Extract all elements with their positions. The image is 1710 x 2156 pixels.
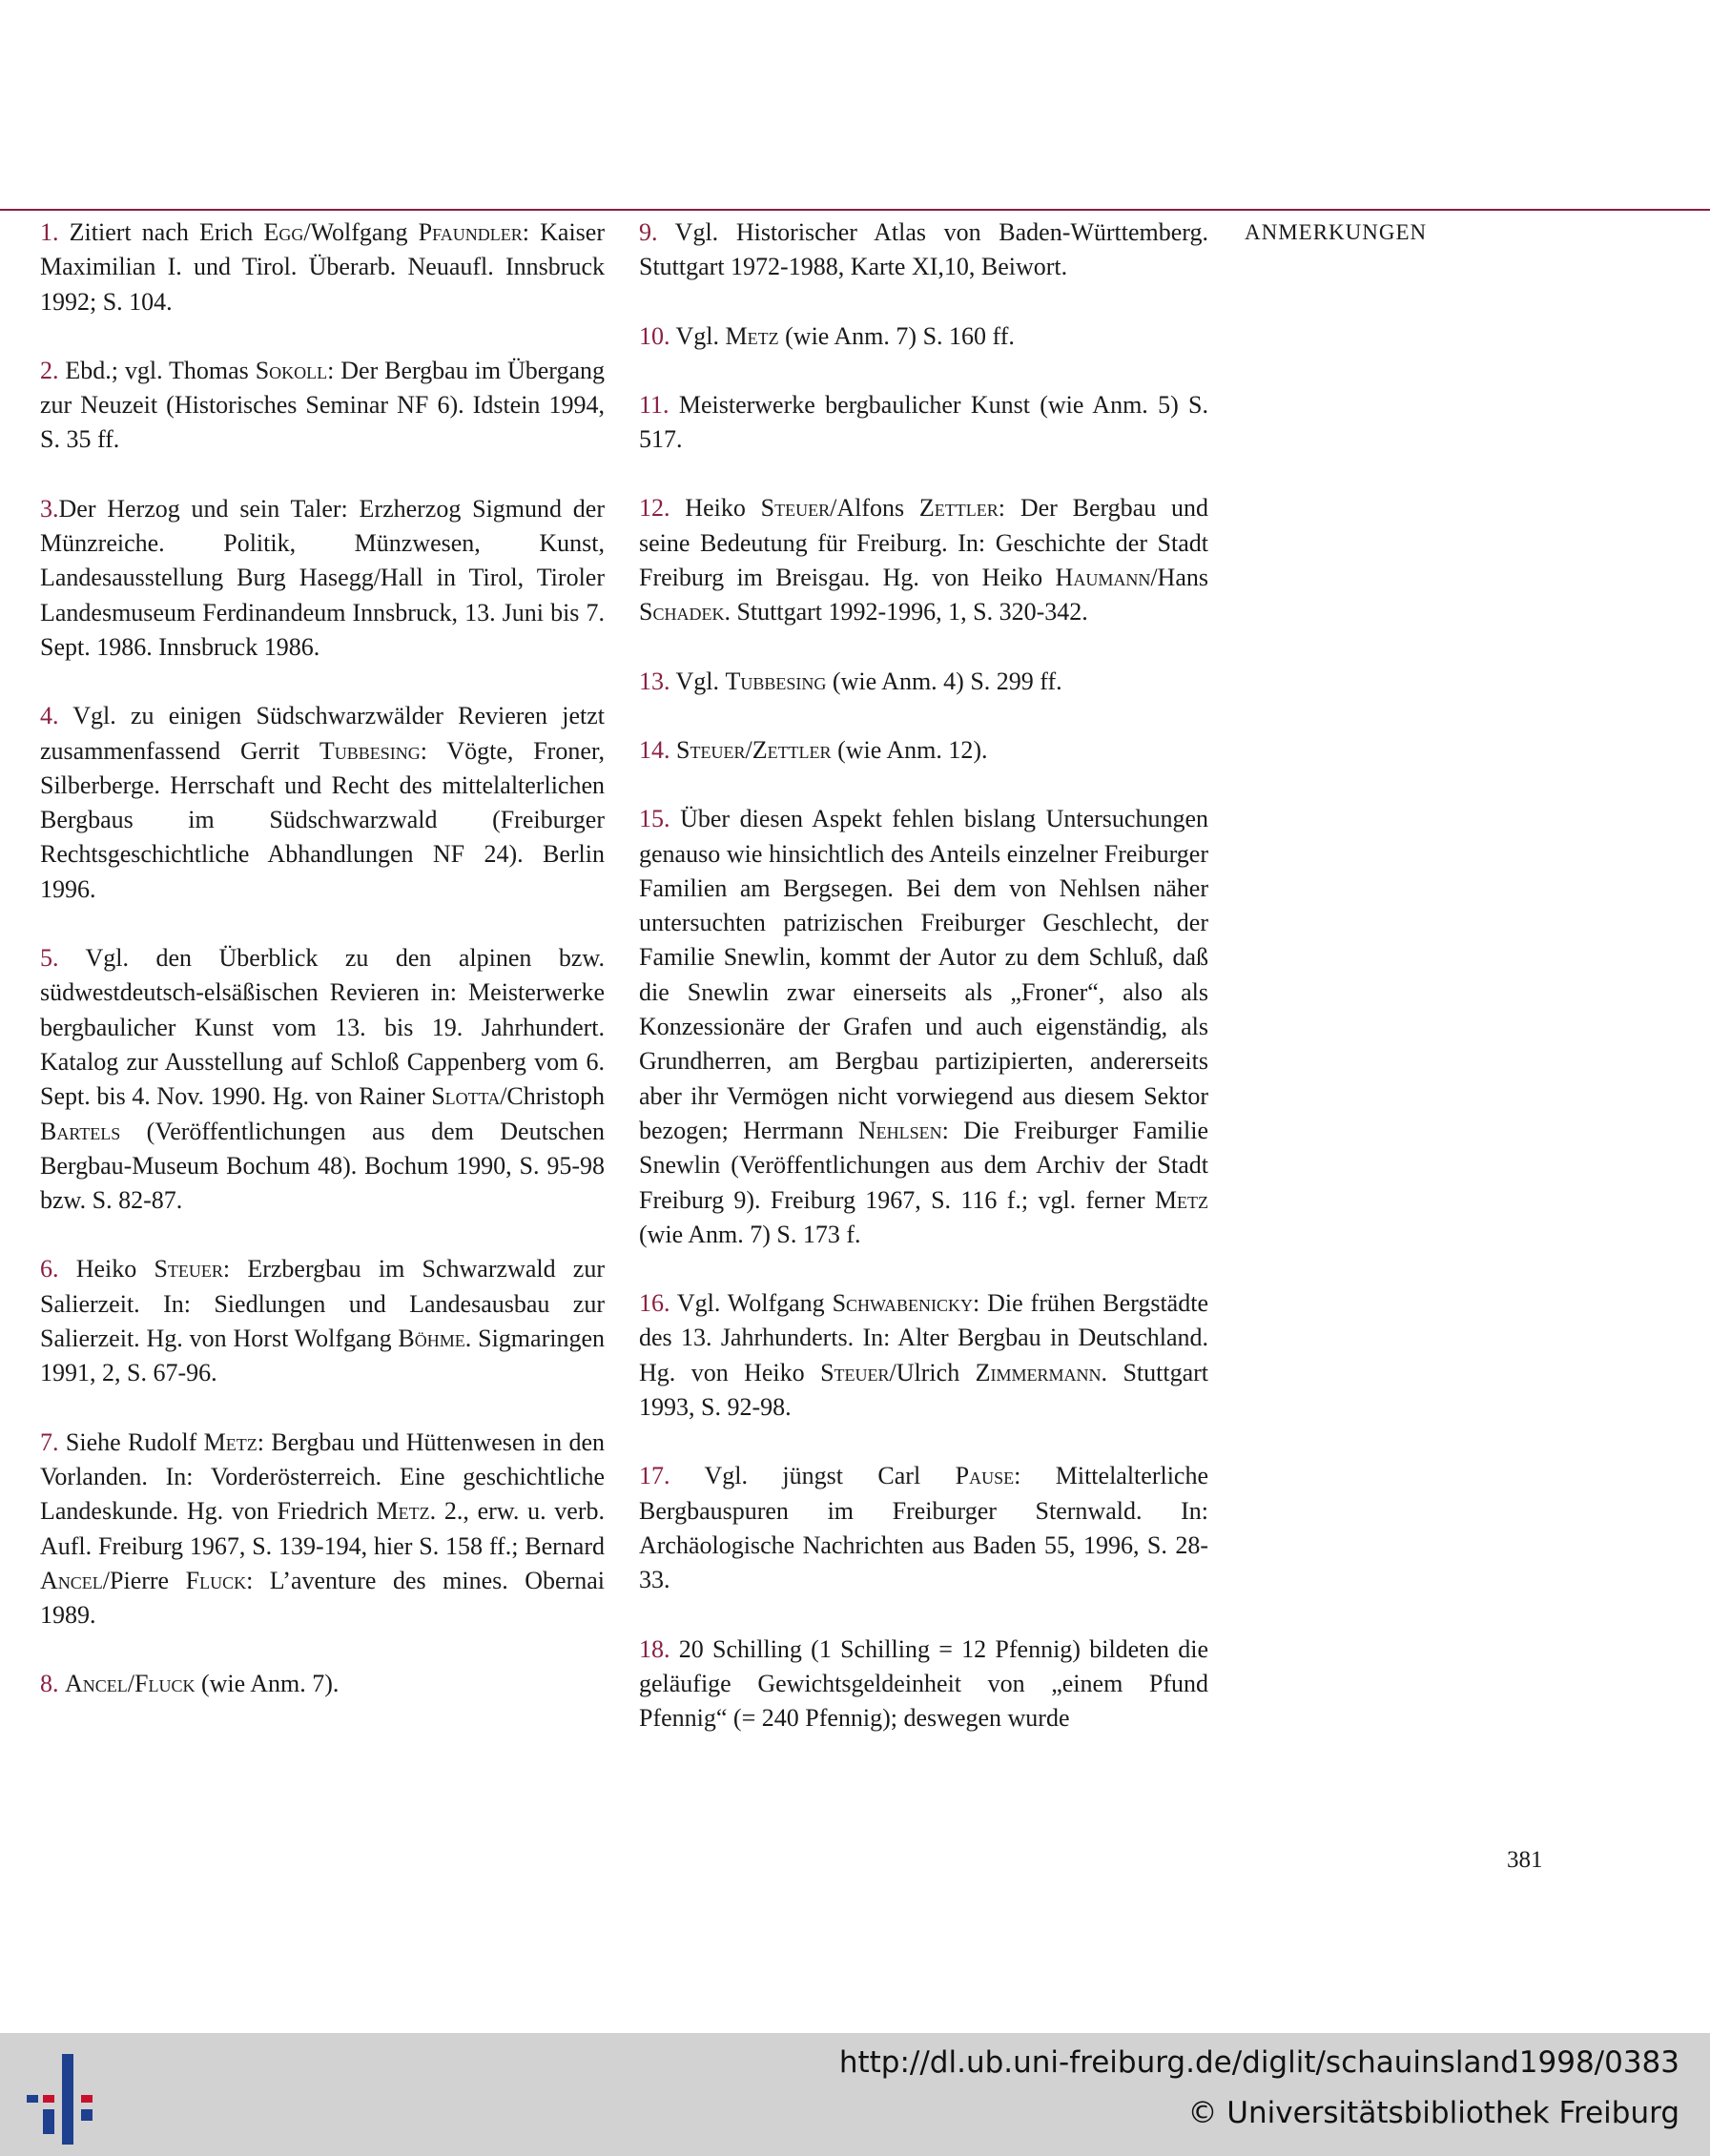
footnote-text: Vgl. Wolfgang [670, 1289, 833, 1318]
author-name: Schadek [639, 598, 725, 626]
footnote-text: : Der Bergbau im Übergang zur Neuzeit (Historisches Seminar NF 6). Idstein 1994, S. 35 ff. [40, 356, 605, 454]
author-name: Pause [955, 1462, 1015, 1490]
footnote [639, 665, 1208, 699]
author-name: Pfaundler [418, 218, 523, 246]
footnote-text: /Christoph [500, 1082, 605, 1111]
footnote-number: 6. [40, 1255, 59, 1283]
author-name: Haumann [1055, 564, 1151, 592]
footnote [40, 1426, 605, 1633]
footnote-text: / [127, 1670, 135, 1698]
footnote [639, 1286, 1208, 1425]
footnote [40, 216, 605, 319]
footnote [639, 1459, 1208, 1597]
author-name: Metz [203, 1427, 258, 1456]
footnote-text: Siehe Rudolf [58, 1427, 204, 1456]
footnote-text: . 2., erw. u. verb. Aufl. Freiburg 1967, S. 139-194, hier S. 158 ff.; Bernard [40, 1497, 606, 1560]
footnote [639, 216, 1208, 285]
footnote [639, 733, 1208, 768]
author-name: Steuer [820, 1358, 890, 1386]
footnote-text: (wie Anm. 12). [831, 735, 988, 764]
author-name: Steuer [154, 1255, 223, 1283]
footnote-text: Vgl. den Überblick zu den alpinen bzw. südwestdeutsch-elsäßischen Revieren in: Meisterwerke bergbaulicher Kunst vom 13. bis 19. Jahrhundert. Katalog zur Ausstellung auf Schloß Cappenberg vom 6. Sept. bis 4. Nov. 1990. Hg. von Rainer [40, 944, 605, 1111]
footnote-text: . Stuttgart 1993, S. 92-98. [639, 1358, 1208, 1422]
footnote-number: 11. [639, 390, 670, 419]
footnote-text: Vgl. zu einigen Südschwarzwälder Revieren jetzt zusammenfassend Gerrit [40, 702, 605, 765]
footnote-text: Meisterwerke bergbaulicher Kunst (wie Anm. 5) S. 517. [639, 390, 1208, 454]
footer-copyright: © Universitätsbibliothek Freiburg [1187, 2096, 1679, 2130]
footnote-number: 3. [40, 494, 59, 523]
footnote-number: 7. [40, 1427, 59, 1456]
footnote [639, 802, 1208, 1252]
notes-column-left [40, 216, 605, 1736]
footnote-number: 9. [639, 218, 658, 246]
footnote-text: /Ulrich [889, 1358, 976, 1386]
footnote-text: /Wolfgang [303, 218, 419, 246]
author-name: Metz [1154, 1185, 1208, 1214]
footnote-number: 2. [40, 356, 59, 384]
author-name: Bartels [40, 1117, 121, 1145]
footnote-number: 4. [40, 702, 59, 730]
footnote [40, 941, 605, 1218]
footnote [639, 1632, 1208, 1736]
footnote-text: Zitiert nach Erich [58, 218, 264, 246]
footnote-text: Vgl. [670, 667, 726, 695]
footer-url-link[interactable]: http://dl.ub.uni-freiburg.de/diglit/schauinsland1998/0383 [838, 2045, 1679, 2080]
footnote-number: 15. [639, 805, 670, 833]
footnote-text: (wie Anm. 4) S. 299 ff. [826, 667, 1062, 695]
footnote-text: Heiko [58, 1255, 155, 1283]
author-name: Böhme [398, 1324, 465, 1353]
footnote-text: : Mittelalterliche Bergbauspuren im Freiburger Sternwald. In: Archäologische Nachrichten aus Baden 55, 1996, S. 28-33. [639, 1462, 1209, 1594]
footnote [639, 491, 1208, 629]
footnote-number: 1. [40, 218, 59, 246]
author-name: Zettler [918, 494, 999, 523]
footnote-text: : Erzbergbau im Schwarzwald zur Salierzeit. In: Siedlungen und Landesausbau zur Salierzeit. Hg. von Horst Wolfgang [40, 1255, 605, 1353]
footnote-number: 16. [639, 1289, 670, 1318]
footnote-text: (wie Anm. 7) S. 160 ff. [778, 321, 1015, 350]
footnote-number: 14. [639, 735, 670, 764]
author-name: Tubbesing [725, 667, 827, 695]
author-name: Fluck [134, 1670, 196, 1698]
footnote-number: 8. [40, 1670, 59, 1698]
author-name: Schwabenicky [832, 1289, 974, 1318]
footnote [639, 388, 1208, 458]
author-name: Steuer [760, 494, 831, 523]
footer-bar [0, 2033, 1710, 2156]
page-number: 381 [1507, 1847, 1543, 1873]
footnote-text: Ebd.; vgl. Thomas [58, 356, 256, 384]
footnote-text: : Bergbau und Hüttenwesen in den Vorlanden. In: Vorderösterreich. Eine geschichtliche Landeskunde. Hg. von Friedrich [40, 1427, 605, 1526]
top-rule [0, 209, 1710, 211]
author-name: Sokoll [255, 356, 328, 384]
footnote-number: 18. [639, 1634, 670, 1663]
footnote [40, 699, 605, 907]
footnote-text: Der Herzog und sein Taler: Erzherzog Sigmund der Münzreiche. Politik, Münzwesen, Kunst, Landesausstellung Burg Hasegg/Hall in Tirol, Tiroler Landesmuseum Ferdinandeum Innsbruck, 13. Juni bis 7. Sept. 1986. Innsbruck 1986. [40, 494, 605, 661]
footnote-number: 5. [40, 944, 59, 973]
footnote-text: (wie Anm. 7) S. 173 f. [639, 1220, 861, 1248]
footnote-text: : Kaiser Maximilian I. und Tirol. Überarb. Neuaufl. Innsbruck 1992; S. 104. [40, 218, 605, 316]
author-name: Zimmermann [975, 1358, 1102, 1386]
author-name: Steuer [676, 735, 746, 764]
author-name: Nehlsen [857, 1116, 942, 1144]
footnote-text: /Hans [1150, 564, 1208, 592]
footnote-text: /Alfons [830, 494, 919, 523]
footnote-number: 12. [639, 494, 670, 523]
footnote-text: Über diesen Aspekt fehlen bislang Untersuchungen genauso wie hinsichtlich des Anteils einzelner Freiburger Familien am Bergsegen. Bei dem von Nehlsen näher untersuchten patrizischen Freiburger Geschlecht, der Familie Snewlin, kommt der Autor zu dem Schluß, daß die Snewlin zwar einerseits als „Froner“, also als Konzessionäre der Grafen und auch eigenständig, als Grundherren, am Bergbau partizipierten, andererseits aber ihr Vermögen nicht vorwiegend aus diesem Sektor bezogen; Herrmann [639, 805, 1208, 1144]
footnote-number: 10. [639, 321, 670, 350]
footnote-text: / [745, 735, 752, 764]
author-name: Egg [263, 218, 304, 246]
author-name: Fluck [185, 1566, 247, 1594]
footnote-number: 17. [639, 1462, 670, 1490]
author-name: Tubbesing [319, 736, 421, 765]
footnote-number: 13. [639, 667, 670, 695]
author-name: Ancel [65, 1670, 128, 1698]
author-name: Zettler [752, 735, 832, 764]
footnote-text: : Vögte, Froner, Silberberge. Herrschaft und Recht des mittelalterlichen Bergbaus im Südschwarzwald (Freiburger Rechtsgeschichtliche Abhandlungen NF 24). Berlin 1996. [40, 736, 605, 903]
footnote-text: Vgl. [670, 321, 726, 350]
author-name: Metz [725, 321, 779, 350]
footnote [639, 319, 1208, 354]
footnote [40, 1252, 605, 1390]
footnote-text: /Pierre [102, 1566, 186, 1594]
footnote-text: : Der Bergbau und seine Bedeutung für Freiburg. In: Geschichte der Stadt Freiburg im Breisgau. Hg. von Heiko [639, 494, 1209, 592]
author-name: Ancel [40, 1566, 103, 1594]
footnote-text: (wie Anm. 7). [195, 1670, 340, 1698]
author-name: Metz [376, 1497, 430, 1526]
footnote [40, 492, 605, 665]
footnote-text: Vgl. Historischer Atlas von Baden-Württemberg. Stuttgart 1972-1988, Karte XI,10, Beiwort. [639, 218, 1208, 281]
library-logo-icon [27, 2054, 113, 2145]
footnote-text: . Stuttgart 1992-1996, 1, S. 320-342. [724, 598, 1088, 626]
footnote [40, 354, 605, 458]
footnote-text: Vgl. jüngst Carl [670, 1462, 956, 1490]
footnote-text: : Die Freiburger Familie Snewlin (Veröffentlichungen aus dem Archiv der Stadt Freiburg 9). Freiburg 1967, S. 116 f.; vgl. ferner [639, 1116, 1208, 1214]
footnote-text: : L’aventure des mines. Obernai 1989. [40, 1566, 605, 1630]
section-label: ANMERKUNGEN [1245, 220, 1428, 244]
author-name: Slotta [431, 1082, 501, 1111]
footnote [40, 1667, 605, 1701]
footnote-text: 20 Schilling (1 Schilling = 12 Pfennig) bildeten die geläufige Gewichtsgeldeinheit von „einem Pfund Pfennig“ (= 240 Pfennig); deswegen wurde [639, 1634, 1208, 1733]
footnote-text: Heiko [670, 494, 761, 523]
footnote-text: (Veröffentlichungen aus dem Deutschen Bergbau-Museum Bochum 48). Bochum 1990, S. 95-98 bzw. S. 82-87. [40, 1117, 605, 1215]
footnote-text: : Die frühen Bergstädte des 13. Jahrhunderts. In: Alter Bergbau in Deutschland. Hg. von Heiko [639, 1289, 1208, 1386]
notes-column-right [639, 216, 1208, 1770]
footnote-text: . Sigmaringen 1991, 2, S. 67-96. [40, 1324, 605, 1387]
